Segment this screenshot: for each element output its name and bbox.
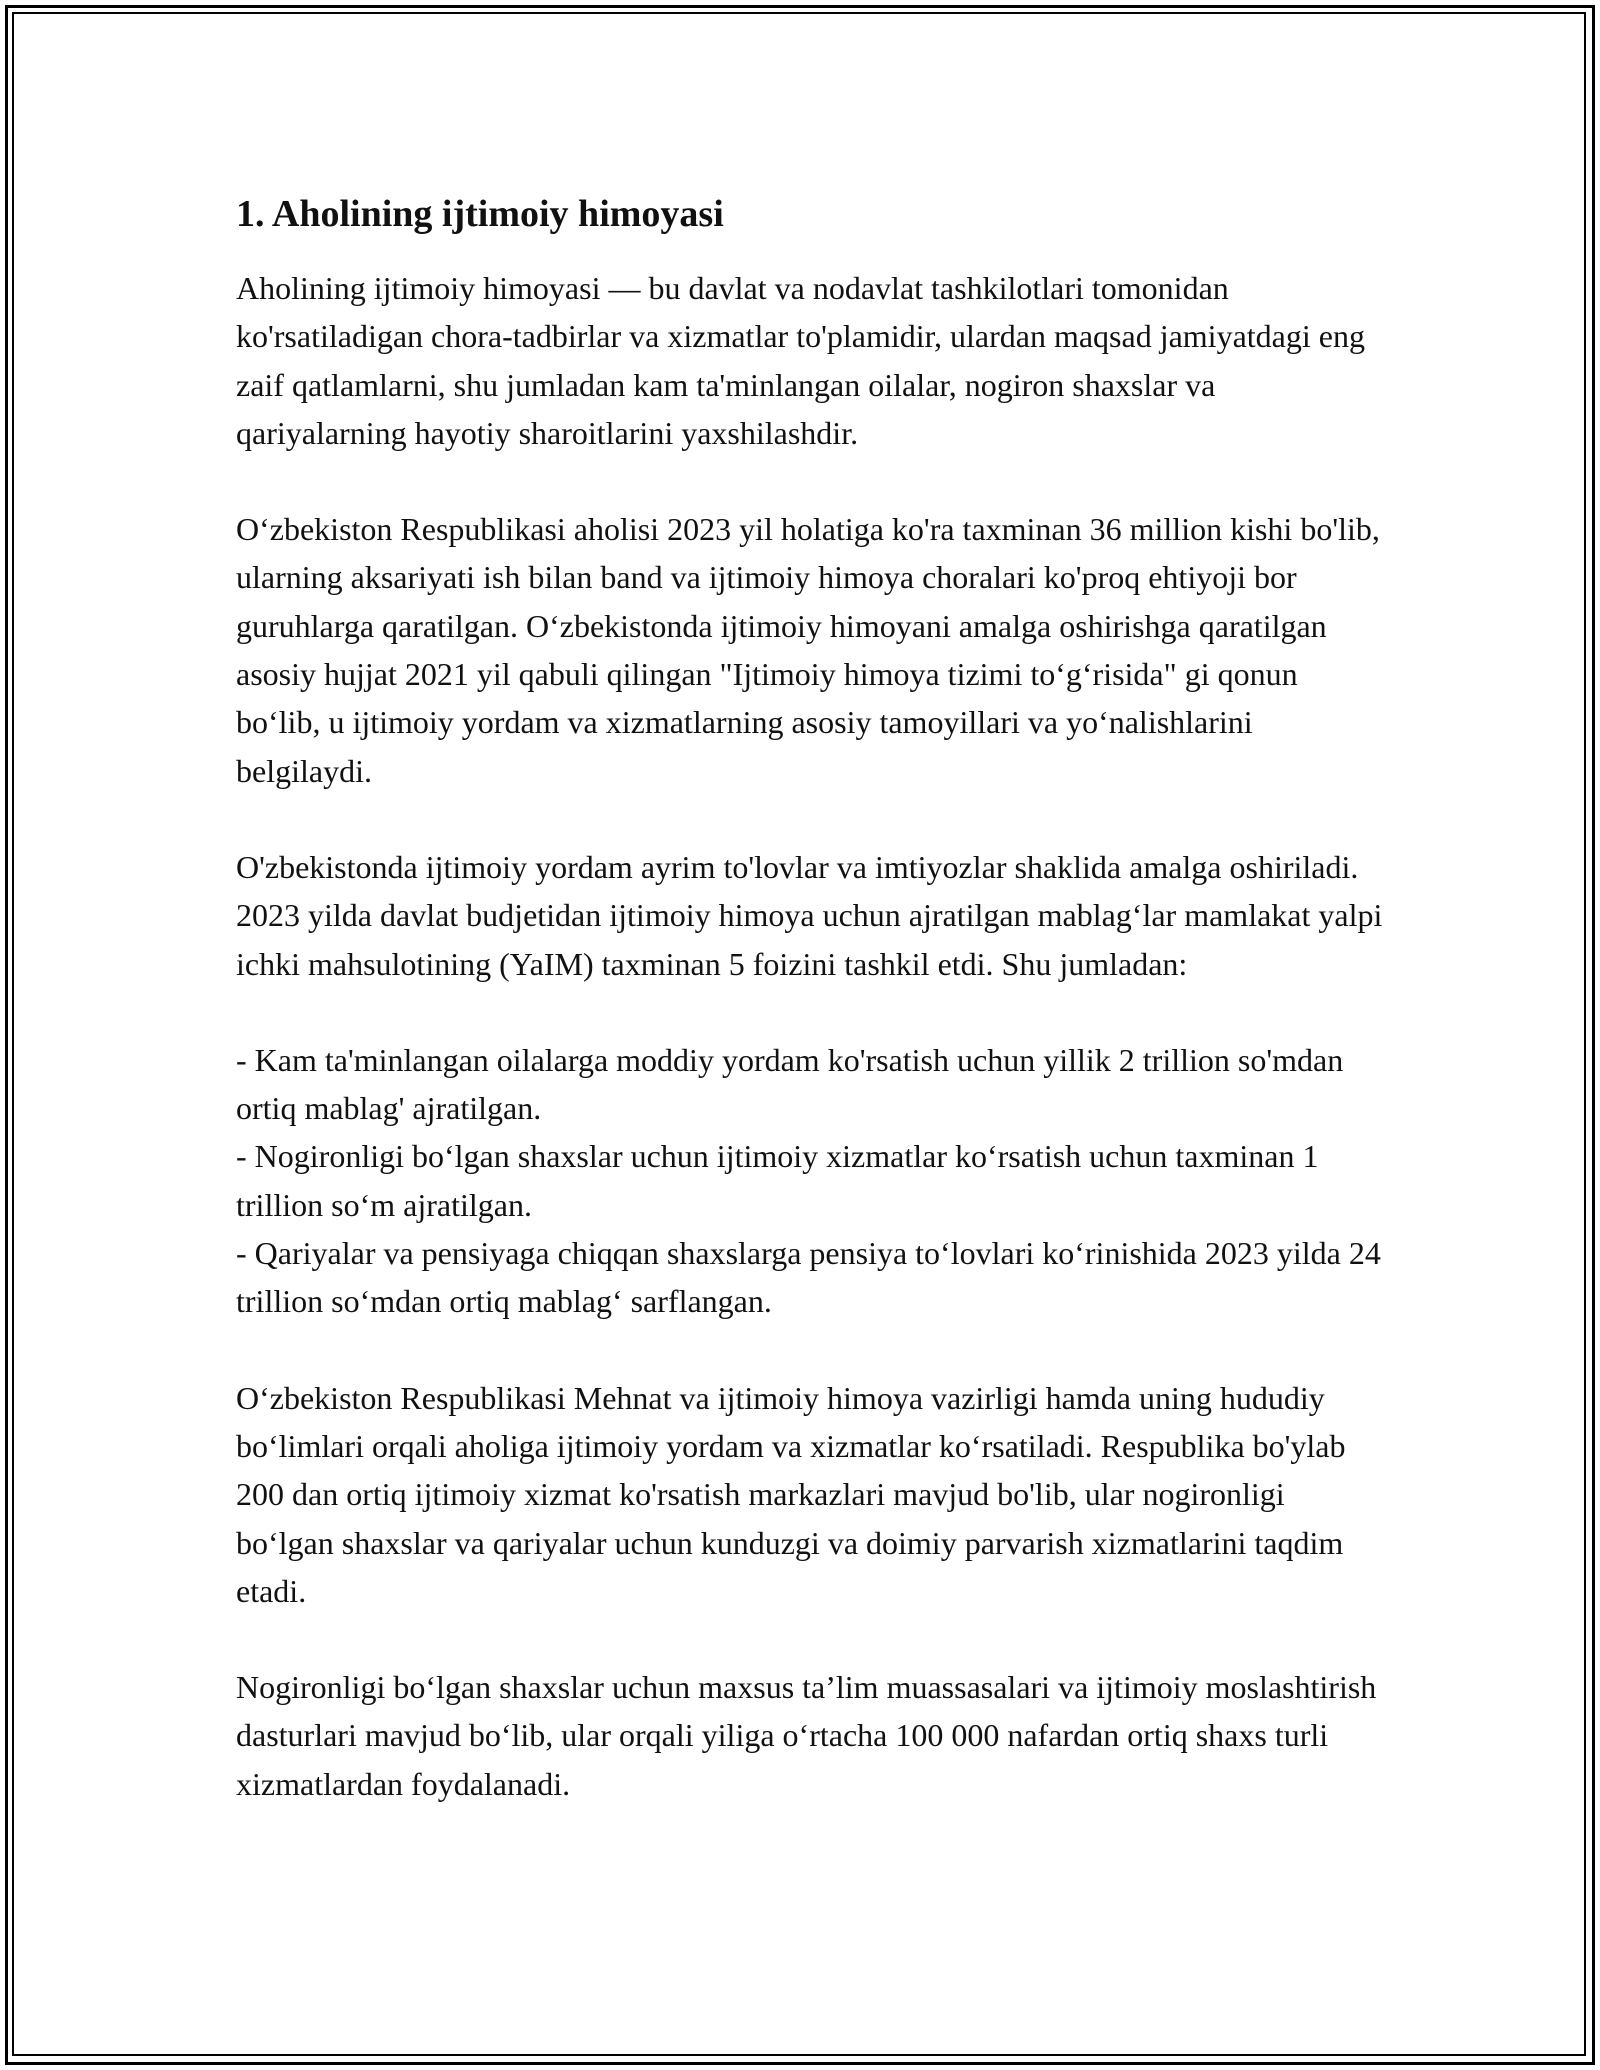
document-body xyxy=(236,186,1386,1856)
list-item: - Nogironligi bo‘lgan shaxslar uchun ijtimoiy xizmatlar ko‘rsatish uchun taxminan 1 trillion so‘m ajratilgan. xyxy=(236,1138,1319,1223)
paragraph-budget: O'zbekistonda ijtimoiy yordam ayrim to'lovlar va imtiyozlar shaklida amalga oshiriladi. 2023 yilda davlat budjetidan ijtimoiy himoya uchun ajratilgan mablag‘lar mamlakat yalpi ichki mahsulotining (YaIM) taxminan 5 foizini tashkil etdi. Shu jumladan: xyxy=(236,848,1383,982)
section-title: 1. Aholining ijtimoiy himoyasi xyxy=(236,193,724,235)
paragraph-ministry: O‘zbekiston Respublikasi Mehnat va ijtimoiy himoya vazirligi hamda uning hududiy bo‘limlari orqali aholiga ijtimoiy yordam va xizmatlar ko‘rsatiladi. Respublika bo'ylab 200 dan ortiq ijtimoiy xizmat ko'rsatish markazlari mavjud bo'lib, ular nogironligi bo‘lgan shaxslar va qariyalar uchun kunduzgi va doimiy parvarish xizmatlarini taqdim etadi. xyxy=(236,1379,1346,1609)
funding-list xyxy=(236,1036,1386,1326)
paragraph-population: O‘zbekiston Respublikasi aholisi 2023 yil holatiga ko'ra taxminan 36 million kishi bo'lib, ularning aksariyati ish bilan band va ijtimoiy himoya choralari ko'proq ehtiyoji bor guruhlarga qaratilgan. O‘zbekistonda ijtimoiy himoyani amalga oshirishga qaratilgan asosiy hujjat 2021 yil qabuli qilingan "Ijtimoiy himoya tizimi to‘g‘risida" gi qonun bo‘lib, u ijtimoiy yordam va xizmatlarning asosiy tamoyillari va yo‘nalishlarini belgilaydi. xyxy=(236,511,1380,789)
paragraph-disability: Nogironligi bo‘lgan shaxslar uchun maxsus ta’lim muassasalari va ijtimoiy moslashtirish dasturlari mavjud bo‘lib, ular orqali yiliga o‘rtacha 100 000 nafardan ortiq shaxs turli xizmatlardan foydalanadi. xyxy=(236,1669,1377,1802)
list-item: - Kam ta'minlangan oilalarga moddiy yordam ko'rsatish uchun yillik 2 trillion so'mdan ortiq mablag' ajratilgan. xyxy=(236,1041,1344,1127)
list-item: - Qariyalar va pensiyaga chiqqan shaxslarga pensiya to‘lovlari ko‘rinishida 2023 yilda 24 trillion so‘mdan ortiq mablag‘ sarflangan. xyxy=(236,1235,1381,1320)
paragraph-definition: Aholining ijtimoiy himoyasi — bu davlat va nodavlat tashkilotlari tomonidan ko'rsatiladigan chora-tadbirlar va xizmatlar to'plamidir, ulardan maqsad jamiyatdagi eng zaif qatlamlarni, shu jumladan kam ta'minlangan oilalar, nogiron shaxslar va qariyalarning hayotiy sharoitlarini yaxshilashdir. xyxy=(236,270,1365,451)
